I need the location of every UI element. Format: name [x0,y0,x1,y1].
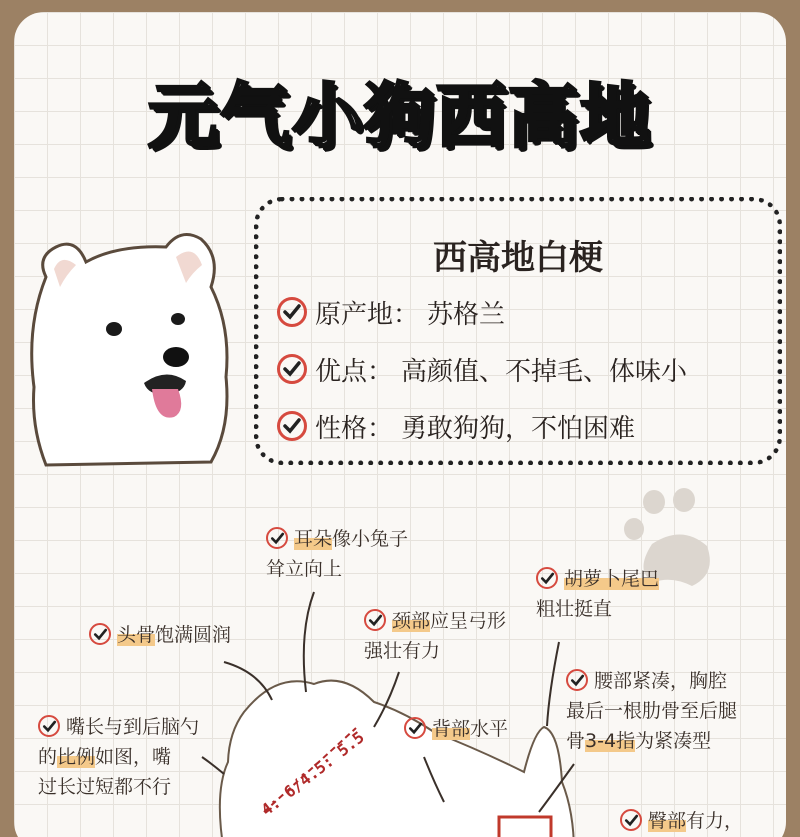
ratio-label: 4: 6/4.5: 5.5 [257,727,368,820]
annotation-hip: 臀部有力， [620,806,743,836]
annotation-waist: 腰部紧凑，胸腔 最后一根肋骨至后腿 骨3-4指为紧凑型 [566,670,738,752]
checkmark-icon [38,715,60,737]
info-value: 勇敢狗狗，不怕困难 [401,413,636,444]
checkmark-icon [364,609,386,631]
checkmark-icon [404,717,426,739]
info-label: 优点： [315,356,394,387]
annotation-muzzle: 嘴长与到后脑勺 的比例如图，嘴 过长过短都不行 [38,716,200,798]
checkmark-icon [89,623,111,645]
annotation-back: 背部水平 [404,714,508,744]
info-value: 苏格兰 [427,299,506,330]
checkmark-icon [536,567,558,589]
info-label: 性格： [315,413,394,444]
breed-name: 西高地白梗 [415,230,621,279]
info-value: 高颜值、不掉毛、体味小 [401,356,688,387]
checkmark-icon [620,809,642,831]
annotation-ears: 耳朵像小兔子 耸立向上 [266,528,409,580]
info-label: 原产地： [315,299,420,330]
annotation-neck: 颈部应呈弓形 强壮有力 [364,610,507,662]
infographic-card [14,12,786,837]
checkmark-icon [266,527,288,549]
page-title: 元气小狗西高地 [148,75,652,157]
annotation-tail: 胡萝卜尾巴 粗壮挺直 [536,568,660,620]
checkmark-icon [566,669,588,691]
annotation-skull: 头骨饱满圆润 [89,620,231,650]
